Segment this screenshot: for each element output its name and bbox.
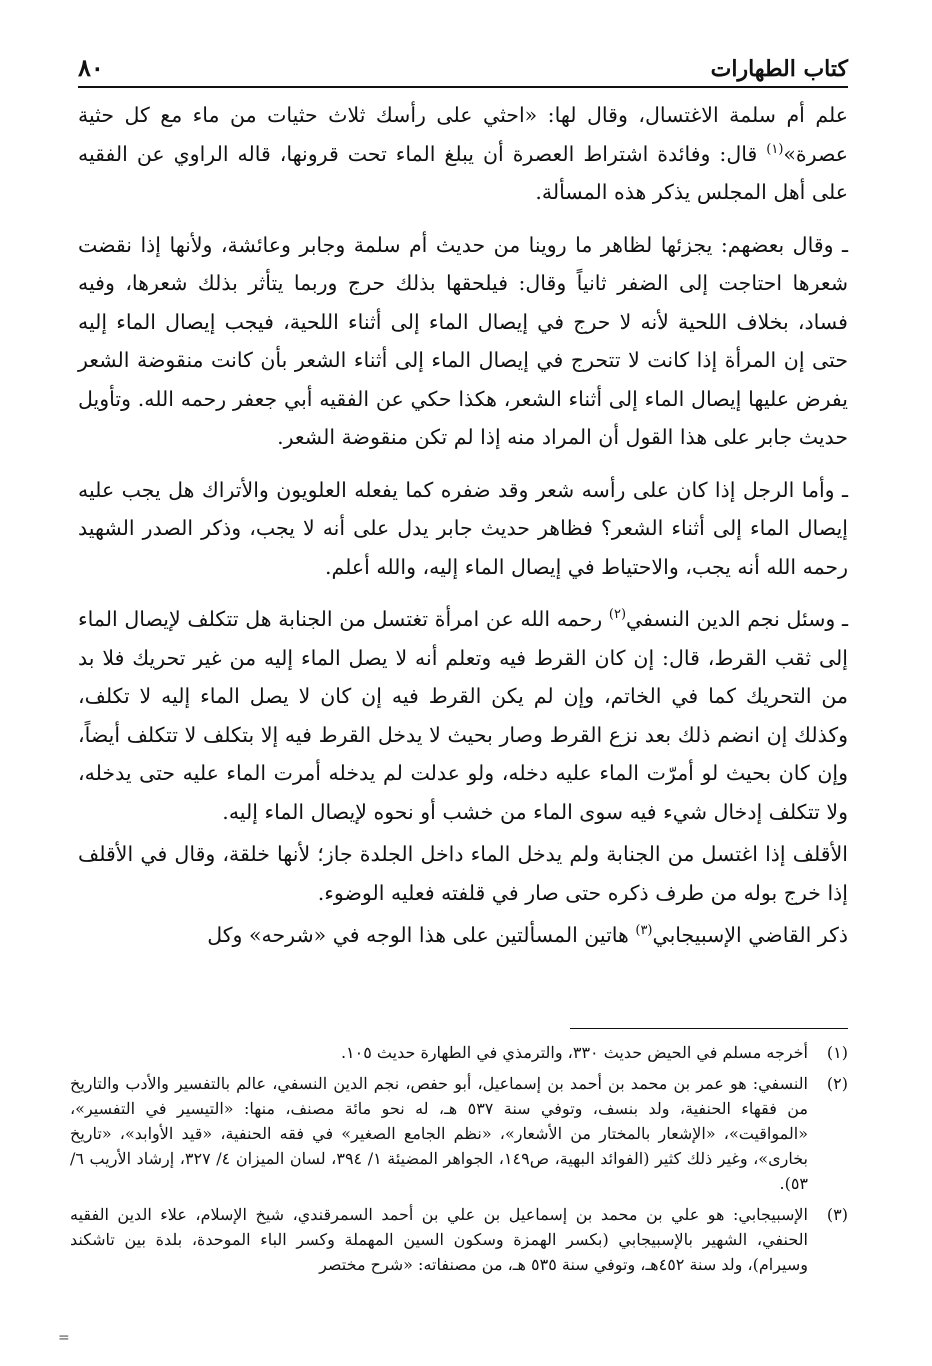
paragraph-6 [78, 916, 848, 955]
paragraph-4 [78, 600, 848, 831]
page-number: ٨٠ [78, 53, 104, 82]
margin-mark: = [58, 1330, 70, 1346]
footnote-number: (٣) [826, 1205, 848, 1224]
paragraph-1 [78, 96, 848, 212]
paragraph-6-part-a: ذكر القاضي الإسبيجابي [652, 923, 848, 947]
footnote-text: النسفي: هو عمر بن محمد بن أحمد بن إسماعيل، أبو حفص، نجم الدين النسفي، عالم بالتفسير والأدب والتاريخ من فقهاء الحنفية، ولد بنسف، وتوفي سنة ٥٣٧ هـ، له نحو مائة مصنف، منها: «التيسير في التفسير»، «المواقيت»، «الإشعار بالمختار من الأشعار»، «نظم الجامع الصغير» في فقه الحنفية، «قيد الأوابد»، «تاريخ بخارى»، وغير ذلك كثير (الفوائد البهية، ص١٤٩، الجواهر المضيئة ١/ ٣٩٤، لسان الميزان ٤/ ٣٢٧، إرشاد الأريب ٦/ ٥٣). [70, 1074, 809, 1193]
paragraph-2: ـ وقال بعضهم: يجزئها لظاهر ما روينا من حديث أم سلمة وجابر وعائشة، ولأنها إذا نقضت شعرها احتاجت إلى الضفر ثانياً وقال: فيلحقها بذلك حرج وربما يتأثر بذلك شعرها، وفيه فساد، بخلاف اللحية لأنه لا حرج في إيصال الماء إلى أثناء اللحية، فيجب إيصال الماء إليه حتى إن المرأة إذا كانت لا تتحرج في إيصال الماء إلى أثناء الشعر بأن كانت منقوضة الشعر يفرض عليها إيصال الماء إلى أثناء الشعر، هكذا حكي عن الفقيه أبي جعفر رحمه الله. وتأويل حديث جابر على هذا القول أن المراد منه إذا لم تكن منقوضة الشعر. [78, 232, 849, 449]
footnote-divider [570, 1028, 848, 1029]
paragraph-6-part-b: هاتين المسألتين على هذا الوجه في «شرحه» وكل [207, 923, 636, 947]
paragraph-1-part-a: علم أم سلمة الاغتسال، وقال لها: «احثي على رأسك ثلاث حثيات من ماء مع كل حثية عصرة» [78, 103, 848, 166]
footnotes [70, 1040, 848, 1283]
page-header [78, 42, 848, 88]
book-title: كتاب الطهارات [710, 56, 848, 82]
footnote [70, 1202, 848, 1277]
footnote-ref-2: (٢) [608, 607, 627, 623]
footnote [70, 1071, 848, 1196]
paragraph-4-part-b: رحمه الله عن امرأة تغتسل من الجنابة هل تتكلف لإيصال الماء إلى ثقب القرط، قال: إن كان القرط فيه وتعلم أنه لا يصل الماء إليه من غير تحريك فلا بد من التحريك كما في الخاتم، وإن لم يكن القرط فيه إن كان لا يصل الماء إليه لا تكلف، وكذلك إن انضم ذلك بعد نزع القرط وصار بحيث لا يدخل القرط فيه إلا بتكلف لا تتكلف أيضاً، وإن كان بحيث لو أمرّت الماء عليه دخله، ولو عدلت لم يدخله أمرت الماء عليه حتى يدخله، ولا تتكلف إدخال شيء فيه سوى الماء من خشب أو نحوه لإيصال الماء إليه. [78, 607, 848, 824]
footnote-text: أخرجه مسلم في الحيض حديث ٣٣٠، والترمذي في الطهارة حديث ١٠٥. [340, 1043, 808, 1062]
footnote-text: الإسبيجابي: هو علي بن محمد بن إسماعيل بن علي بن أحمد السمرقندي، شيخ الإسلام، علاء الدين الفقيه الحنفي، الشهير بالإسبيجابي (بكسر الهمزة وسكون السين المهملة وكسر الباء الموحدة، بلدة بين تاشكند وسيرام)، ولد سنة ٤٥٢هـ، وتوفي سنة ٥٣٥ هـ، من مصنفاته: «شرح مختصر [70, 1205, 809, 1274]
footnote-number: (٢) [826, 1074, 848, 1093]
paragraph-4-part-a: ـ وسئل نجم الدين النسفي [626, 607, 849, 631]
footnote-ref-3: (٣) [635, 923, 653, 939]
paragraph-5: الأقلف إذا اغتسل من الجنابة ولم يدخل الماء داخل الجلدة جاز؛ لأنها خلقة، وقال في الأقلف إذا خرج بوله من طرف ذكره حتى صار في قلفته فعليه الوضوء. [78, 842, 848, 905]
paragraph-3: ـ وأما الرجل إذا كان على رأسه شعر وقد ضفره كما يفعله العلويون والأتراك هل يجب عليه إيصال الماء إلى أثناء الشعر؟ فظاهر حديث جابر يدل على أنه لا يجب، وذكر الصدر الشهيد رحمه الله أنه يجب، والاحتياط في إيصال الماء إليه، والله أعلم. [78, 477, 848, 579]
footnote [70, 1040, 848, 1065]
footnote-ref-1: (١) [766, 141, 784, 157]
paragraph-1-part-b: قال: وفائدة اشتراط العصرة أن يبلغ الماء تحت قرونها، قاله الراوي عن الفقيه على أهل المجلس يذكر هذه المسألة. [78, 141, 848, 204]
footnote-number: (١) [826, 1043, 848, 1062]
main-text [78, 96, 848, 959]
